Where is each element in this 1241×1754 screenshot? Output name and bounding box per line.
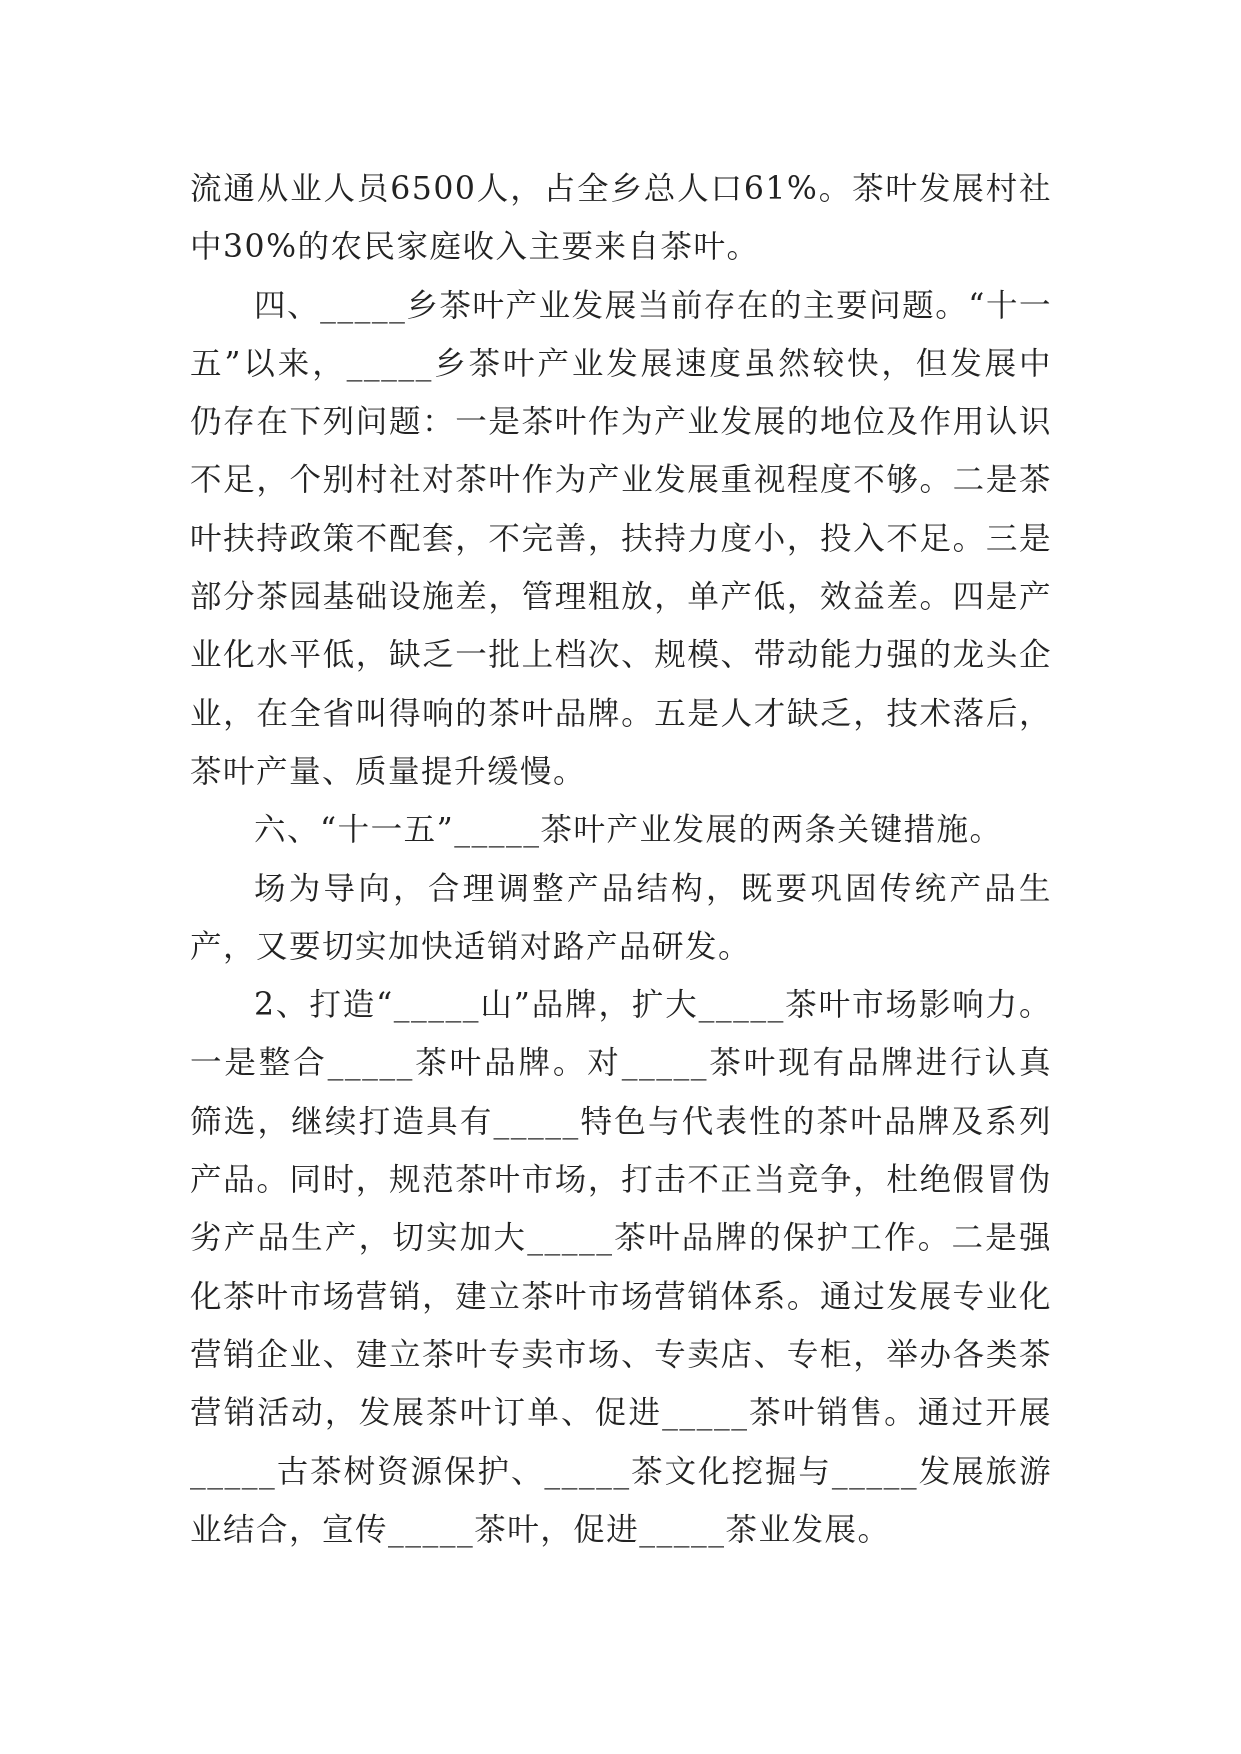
- paragraph-5: 2、打造“_____山”品牌，扩大_____茶叶市场影响力。一是整合_____茶叶品牌。对_____茶叶现有品牌进行认真筛选，继续打造具有_____特色与代表性的茶叶品牌及系列产品。同时，规范茶叶市场，打击不正当竞争，杜绝假冒伪劣产品生产，切实加大_____茶叶品牌的保护工作。二是强化茶叶市场营销，建立茶叶市场营销体系。通过发展专业化营销企业、建立茶叶专卖市场、专卖店、专柜，举办各类茶营销活动，发展茶叶订单、促进_____茶叶销售。通过开展_____古茶树资源保护、_____茶文化挖掘与_____发展旅游业结合，宣传_____茶叶，促进_____茶业发展。: [190, 987, 1052, 1548]
- paragraph-2: 四、_____乡茶叶产业发展当前存在的主要问题。“十一五”以来，_____乡茶叶产业发展速度虽然较快，但发展中仍存在下列问题：一是茶叶作为产业发展的地位及作用认识不足，个别村社对茶叶作为产业发展重视程度不够。二是茶叶扶持政策不配套，不完善，扶持力度小，投入不足。三是部分茶园基础设施差，管理粗放，单产低，效益差。四是产业化水平低，缺乏一批上档次、规模、带动能力强的龙头企业，在全省叫得响的茶叶品牌。五是人才缺乏，技术落后，茶叶产量、质量提升缓慢。: [190, 287, 1052, 790]
- paragraph-1: 流通从业人员6500人，占全乡总人口61%。茶叶发展村社中30%的农民家庭收入主要来自茶叶。: [190, 171, 1052, 266]
- document-body: [190, 160, 1052, 1559]
- paragraph-3: 六、“十一五”_____茶叶产业发展的两条关键措施。: [254, 812, 1003, 849]
- paragraph-4: 场为导向，合理调整产品结构，既要巩固传统产品生产，又要切实加快适销对路产品研发。: [190, 870, 1052, 965]
